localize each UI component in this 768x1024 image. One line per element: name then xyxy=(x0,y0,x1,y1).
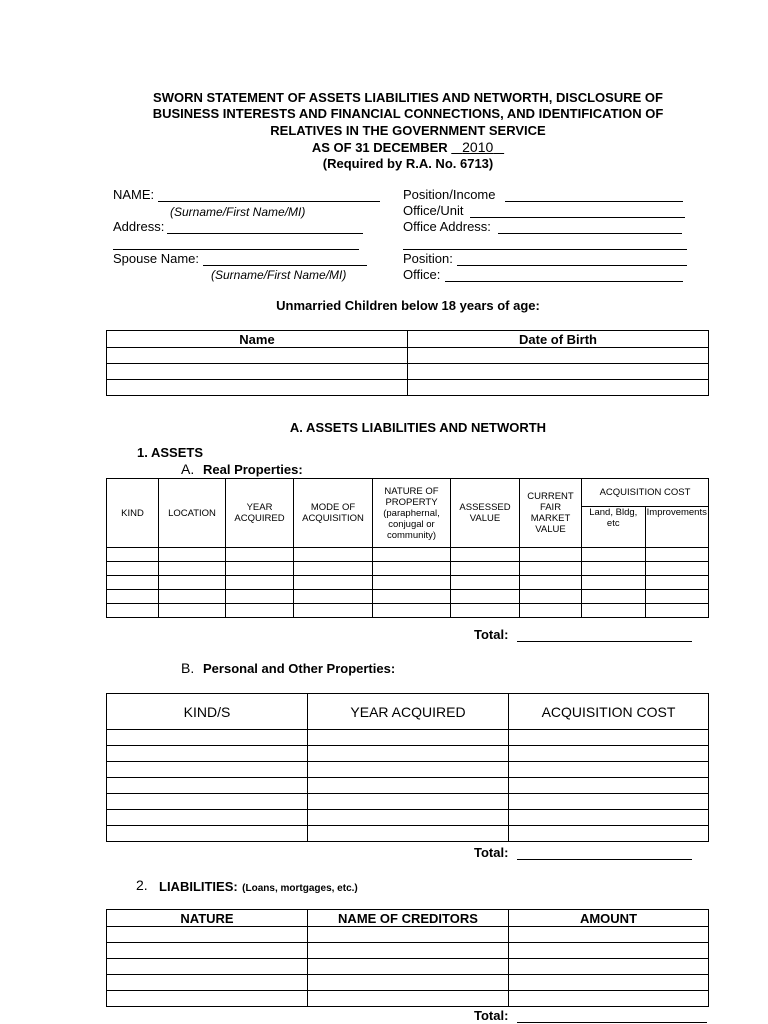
table-cell[interactable] xyxy=(509,826,709,842)
liabilities-heading xyxy=(159,878,358,896)
office-unit-field[interactable] xyxy=(470,217,685,218)
liabilities-total-label: Total: xyxy=(474,1008,509,1023)
col-assessed: ASSESSED VALUE xyxy=(451,479,520,548)
table-row xyxy=(107,762,709,778)
table-cell[interactable] xyxy=(509,991,709,1007)
col-nature: NATURE xyxy=(107,910,308,927)
table-cell[interactable] xyxy=(159,576,226,590)
table-cell[interactable] xyxy=(107,548,159,562)
personal-properties-label: Personal and Other Properties: xyxy=(203,661,396,676)
title-line-5: (Required by R.A. No. 6713) xyxy=(322,156,494,172)
liabilities-label: LIABILITIES: xyxy=(159,879,238,894)
table-cell[interactable] xyxy=(509,762,709,778)
position-label: Position: xyxy=(403,251,453,266)
table-cell[interactable] xyxy=(645,576,709,590)
table-cell[interactable] xyxy=(373,562,451,576)
liabilities-total xyxy=(474,1008,508,1023)
table-row xyxy=(107,562,709,576)
office-label: Office: xyxy=(403,267,441,282)
table-cell[interactable] xyxy=(107,380,408,396)
table-cell[interactable] xyxy=(509,943,709,959)
office-address-label: Office Address: xyxy=(403,219,491,234)
table-cell[interactable] xyxy=(308,927,509,943)
table-cell[interactable] xyxy=(107,590,159,604)
col-mode: MODE OF ACQUISITION xyxy=(294,479,373,548)
table-cell[interactable] xyxy=(226,562,294,576)
table-cell[interactable] xyxy=(308,826,509,842)
real-properties-label: Real Properties: xyxy=(203,462,303,477)
office-address-field-2[interactable] xyxy=(403,249,687,250)
col-amount: AMOUNT xyxy=(509,910,709,927)
table-cell[interactable] xyxy=(509,746,709,762)
children-heading: Unmarried Children below 18 years of age: xyxy=(276,298,540,313)
table-cell[interactable] xyxy=(308,778,509,794)
table-cell[interactable] xyxy=(451,562,520,576)
table-row xyxy=(107,778,709,794)
personal-total-label: Total: xyxy=(474,845,509,860)
spouse-label: Spouse Name: xyxy=(113,251,199,266)
table-cell[interactable] xyxy=(451,604,520,618)
table-cell[interactable] xyxy=(294,548,373,562)
children-col-dob: Date of Birth xyxy=(408,331,709,348)
table-cell[interactable] xyxy=(107,348,408,364)
table-cell[interactable] xyxy=(226,548,294,562)
table-cell[interactable] xyxy=(582,576,646,590)
liabilities-total-field[interactable] xyxy=(517,1022,707,1023)
table-cell[interactable] xyxy=(226,604,294,618)
position-income-field[interactable] xyxy=(505,201,683,202)
table-row xyxy=(107,975,709,991)
table-cell[interactable] xyxy=(107,762,308,778)
table-cell[interactable] xyxy=(308,730,509,746)
table-cell[interactable] xyxy=(645,548,709,562)
table-cell[interactable] xyxy=(159,604,226,618)
table-row xyxy=(107,730,709,746)
address-field-2[interactable] xyxy=(113,249,359,250)
col-acquisition-cost: ACQUISITION COST xyxy=(582,479,709,507)
table-cell[interactable] xyxy=(582,548,646,562)
table-cell[interactable] xyxy=(308,762,509,778)
children-col-name: Name xyxy=(107,331,408,348)
table-cell[interactable] xyxy=(373,604,451,618)
year-field[interactable] xyxy=(451,140,504,155)
table-cell[interactable] xyxy=(509,730,709,746)
table-row xyxy=(107,364,709,380)
col-land: Land, Bldg, etc xyxy=(582,507,646,548)
liabilities-number: 2. xyxy=(136,877,148,893)
personal-total-field[interactable] xyxy=(517,859,692,860)
title-line-2: BUSINESS INTERESTS AND FINANCIAL CONNECTIONS, AND IDENTIFICATION OF xyxy=(152,106,664,122)
table-cell[interactable] xyxy=(373,576,451,590)
table-cell[interactable] xyxy=(294,576,373,590)
table-cell[interactable] xyxy=(294,590,373,604)
table-cell[interactable] xyxy=(408,348,709,364)
table-cell[interactable] xyxy=(107,959,308,975)
table-cell[interactable] xyxy=(107,746,308,762)
table-cell[interactable] xyxy=(451,590,520,604)
table-cell[interactable] xyxy=(159,548,226,562)
table-cell[interactable] xyxy=(451,576,520,590)
address-field[interactable] xyxy=(167,233,363,234)
table-cell[interactable] xyxy=(373,548,451,562)
table-cell[interactable] xyxy=(308,810,509,826)
name-field[interactable] xyxy=(158,201,380,202)
table-cell[interactable] xyxy=(308,959,509,975)
spouse-field[interactable] xyxy=(203,265,367,266)
table-cell[interactable] xyxy=(294,562,373,576)
table-cell[interactable] xyxy=(645,562,709,576)
table-cell[interactable] xyxy=(509,810,709,826)
table-row xyxy=(107,959,709,975)
office-unit-label: Office/Unit xyxy=(403,203,464,218)
title-line-4 xyxy=(100,139,716,156)
table-row xyxy=(107,826,709,842)
title-line-3: RELATIVES IN THE GOVERNMENT SERVICE xyxy=(270,122,546,138)
table-cell[interactable] xyxy=(408,380,709,396)
table-cell[interactable] xyxy=(509,794,709,810)
col-acq-cost: ACQUISITION COST xyxy=(509,694,709,730)
position-field[interactable] xyxy=(457,265,687,266)
table-row xyxy=(107,576,709,590)
table-cell[interactable] xyxy=(520,604,582,618)
table-cell[interactable] xyxy=(509,927,709,943)
table-cell[interactable] xyxy=(226,576,294,590)
table-cell[interactable] xyxy=(107,576,159,590)
table-row xyxy=(107,991,709,1007)
col-kind: KIND xyxy=(107,479,159,548)
title-line-1: SWORN STATEMENT OF ASSETS LIABILITIES AND NETWORTH, DISCLOSURE OF xyxy=(153,90,663,105)
table-row xyxy=(107,380,709,396)
table-row xyxy=(107,548,709,562)
col-year-acquired: YEAR ACQUIRED xyxy=(308,694,509,730)
real-properties-table xyxy=(106,478,709,618)
table-cell[interactable] xyxy=(107,730,308,746)
table-cell[interactable] xyxy=(520,548,582,562)
table-cell[interactable] xyxy=(107,778,308,794)
table-row xyxy=(107,794,709,810)
table-cell[interactable] xyxy=(520,590,582,604)
table-cell[interactable] xyxy=(107,991,308,1007)
table-cell[interactable] xyxy=(509,778,709,794)
assets-label: 1. ASSETS xyxy=(137,445,203,460)
table-cell[interactable] xyxy=(451,548,520,562)
table-cell[interactable] xyxy=(509,959,709,975)
table-cell[interactable] xyxy=(107,810,308,826)
table-cell[interactable] xyxy=(308,975,509,991)
table-cell[interactable] xyxy=(107,604,159,618)
table-cell[interactable] xyxy=(107,364,408,380)
liabilities-sub: (Loans, mortgages, etc.) xyxy=(242,883,358,894)
table-cell[interactable] xyxy=(294,604,373,618)
table-cell[interactable] xyxy=(107,975,308,991)
table-cell[interactable] xyxy=(582,590,646,604)
office-field[interactable] xyxy=(445,281,683,282)
table-cell[interactable] xyxy=(520,562,582,576)
col-nature: NATURE OF PROPERTY (paraphernal, conjugal or community) xyxy=(373,479,451,548)
address-label: Address: xyxy=(113,219,165,234)
table-cell[interactable] xyxy=(308,794,509,810)
table-cell[interactable] xyxy=(107,927,308,943)
col-creditors: NAME OF CREDITORS xyxy=(308,910,509,927)
name-label: NAME: xyxy=(113,187,155,202)
real-total-label: Total: xyxy=(474,627,509,642)
table-row xyxy=(107,348,709,364)
table-cell[interactable] xyxy=(159,562,226,576)
table-row xyxy=(107,810,709,826)
table-row xyxy=(107,746,709,762)
personal-total xyxy=(474,845,508,860)
table-cell[interactable] xyxy=(159,590,226,604)
col-kinds: KIND/S xyxy=(107,694,308,730)
children-table xyxy=(106,330,709,396)
table-cell[interactable] xyxy=(582,604,646,618)
table-cell[interactable] xyxy=(308,943,509,959)
col-year: YEAR ACQUIRED xyxy=(226,479,294,548)
real-total xyxy=(474,627,508,642)
office-address-field[interactable] xyxy=(498,233,682,234)
form-title xyxy=(100,90,716,172)
name-hint: (Surname/First Name/MI) xyxy=(170,205,306,219)
table-cell[interactable] xyxy=(645,590,709,604)
real-letter: A. xyxy=(181,461,195,477)
table-cell[interactable] xyxy=(226,590,294,604)
table-row xyxy=(107,943,709,959)
table-cell[interactable] xyxy=(107,943,308,959)
table-cell[interactable] xyxy=(308,746,509,762)
table-cell[interactable] xyxy=(308,991,509,1007)
personal-letter: B. xyxy=(181,660,195,676)
col-improvements: Improvements xyxy=(645,507,709,548)
year-value: 2010 xyxy=(462,138,494,155)
table-cell[interactable] xyxy=(107,826,308,842)
real-total-field[interactable] xyxy=(517,641,692,642)
table-cell[interactable] xyxy=(645,604,709,618)
spouse-hint: (Surname/First Name/MI) xyxy=(211,268,347,282)
position-income-label: Position/Income xyxy=(403,187,496,202)
table-cell[interactable] xyxy=(582,562,646,576)
table-row xyxy=(107,927,709,943)
personal-properties-table xyxy=(106,693,709,842)
table-cell[interactable] xyxy=(107,562,159,576)
table-cell[interactable] xyxy=(107,794,308,810)
table-cell[interactable] xyxy=(520,576,582,590)
table-cell[interactable] xyxy=(408,364,709,380)
table-row xyxy=(107,590,709,604)
as-of-label: AS OF 31 DECEMBER xyxy=(311,139,452,155)
liabilities-table xyxy=(106,909,709,1007)
col-current: CURRENT FAIR MARKET VALUE xyxy=(520,479,582,548)
col-location: LOCATION xyxy=(159,479,226,548)
table-cell[interactable] xyxy=(373,590,451,604)
table-cell[interactable] xyxy=(509,975,709,991)
table-row xyxy=(107,604,709,618)
section-a-heading: A. ASSETS LIABILITIES AND NETWORTH xyxy=(289,420,547,435)
